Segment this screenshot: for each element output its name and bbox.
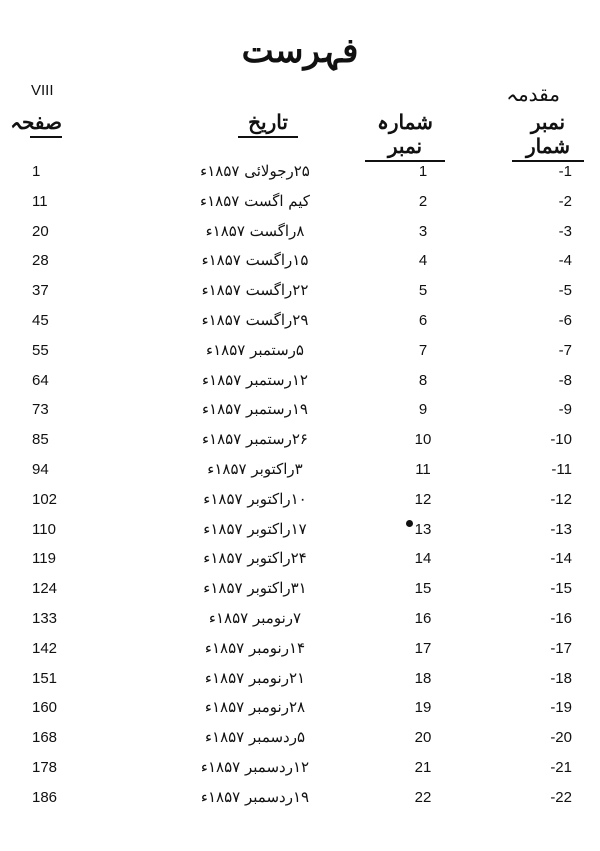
- row-serial-number: -13: [550, 520, 572, 538]
- row-page: 1: [32, 163, 41, 180]
- row-serial-number: -22: [550, 788, 572, 806]
- table-row: [0, 366, 600, 396]
- row-issue-number: 12: [414, 490, 432, 508]
- row-issue-number: 16: [414, 609, 432, 627]
- row-page: 142: [32, 639, 58, 657]
- row-page: 37: [32, 282, 49, 300]
- row-issue-number: 11: [415, 460, 431, 478]
- row-serial-number: -5: [558, 282, 572, 300]
- row-date: ۳۱راکتوبر ۱۸۵۷ء: [203, 579, 307, 598]
- table-row: [0, 306, 600, 336]
- row-page: 110: [32, 520, 56, 538]
- row-issue-number: 14: [414, 550, 432, 568]
- row-page: 55: [32, 341, 49, 359]
- row-date: ۱۴رنومبر ۱۸۵۷ء: [204, 638, 306, 657]
- row-issue-number: 10: [414, 431, 432, 449]
- row-page: 119: [32, 550, 56, 568]
- row-issue-number: 17: [414, 639, 432, 657]
- row-issue-number: 21: [414, 758, 432, 776]
- table-row: [0, 157, 600, 187]
- row-page: 85: [32, 431, 49, 449]
- row-issue-number: 20: [414, 729, 432, 747]
- row-serial-number: -4: [558, 252, 572, 270]
- table-row: [0, 455, 600, 485]
- header-date: تاریخ: [238, 110, 298, 138]
- header-serial-number: نمبر شمار: [512, 110, 584, 162]
- row-issue-number: 19: [414, 699, 432, 717]
- row-date: کیم اگست ۱۸۵۷ء: [200, 191, 310, 210]
- row-serial-number: -21: [550, 758, 572, 776]
- table-row: [0, 604, 600, 634]
- row-serial-number: -7: [558, 341, 572, 359]
- row-serial-number: -20: [550, 729, 572, 747]
- table-row: [0, 544, 600, 574]
- row-page: 28: [32, 252, 49, 270]
- row-date: ۱۲رستمبر ۱۸۵۷ء: [201, 370, 308, 389]
- row-page: 20: [32, 222, 49, 240]
- row-serial-number: -2: [558, 192, 572, 210]
- row-date: ۲۸رنومبر ۱۸۵۷ء: [204, 698, 306, 717]
- row-serial-number: -15: [550, 580, 572, 598]
- table-row: [0, 664, 600, 694]
- row-serial-number: -1: [558, 163, 572, 180]
- contents-table: [0, 157, 600, 813]
- table-row: [0, 693, 600, 723]
- row-serial-number: -6: [558, 311, 572, 329]
- row-issue-number: 2: [418, 192, 428, 210]
- table-row: [0, 753, 600, 783]
- row-page: 11: [32, 192, 48, 210]
- table-row: [0, 485, 600, 515]
- roman-page-number: VIII: [31, 82, 54, 99]
- row-issue-number: 13: [414, 520, 432, 538]
- row-page: 133: [32, 609, 58, 627]
- row-issue-number: 15: [414, 580, 432, 598]
- row-issue-number: 7: [418, 341, 428, 359]
- row-issue-number: 5: [418, 282, 428, 300]
- table-row: [0, 217, 600, 247]
- row-date: ۱۷راکتوبر ۱۸۵۷ء: [203, 519, 307, 538]
- row-date: ۵رستمبر ۱۸۵۷ء: [206, 340, 304, 359]
- row-serial-number: -16: [550, 609, 572, 627]
- row-serial-number: -3: [558, 222, 572, 240]
- row-date: ۱۲ردسمبر ۱۸۵۷ء: [200, 757, 310, 776]
- page-title: فہرست: [241, 31, 359, 71]
- row-page: 45: [32, 311, 49, 329]
- ink-dot: [406, 520, 413, 527]
- table-row: [0, 276, 600, 306]
- table-row: [0, 336, 600, 366]
- row-date: ۳راکتوبر ۱۸۵۷ء: [207, 459, 303, 478]
- row-issue-number: 4: [418, 252, 428, 270]
- row-serial-number: -12: [550, 490, 572, 508]
- row-page: 64: [32, 371, 49, 389]
- table-row: [0, 187, 600, 217]
- intro-label: مقدمہ: [506, 82, 560, 106]
- row-date: ۲۲راگست ۱۸۵۷ء: [201, 281, 309, 300]
- row-serial-number: -9: [558, 401, 572, 419]
- row-issue-number: 9: [418, 401, 428, 419]
- header-issue-number: شمارہ نمبر: [365, 110, 445, 162]
- row-serial-number: -11: [551, 460, 572, 478]
- row-date: ۲۶رستمبر ۱۸۵۷ء: [201, 430, 308, 449]
- row-issue-number: 1: [418, 163, 428, 180]
- table-row: [0, 783, 600, 813]
- table-row: [0, 574, 600, 604]
- header-page: صفحہ: [30, 110, 62, 138]
- row-page: 168: [32, 729, 58, 747]
- row-date: ۱۹رستمبر ۱۸۵۷ء: [201, 400, 308, 419]
- row-issue-number: 18: [414, 669, 432, 687]
- row-page: 102: [32, 490, 58, 508]
- row-issue-number: 22: [414, 788, 432, 806]
- row-date: ۲۵رجولائی ۱۸۵۷ء: [200, 162, 310, 180]
- row-page: 160: [32, 699, 58, 717]
- table-row: [0, 246, 600, 276]
- row-issue-number: 3: [418, 222, 428, 240]
- row-date: ۲۹راگست ۱۸۵۷ء: [201, 310, 309, 329]
- row-page: 178: [32, 758, 58, 776]
- table-row: [0, 723, 600, 753]
- row-issue-number: 6: [418, 311, 428, 329]
- row-serial-number: -8: [558, 371, 572, 389]
- row-date: ۸راگست ۱۸۵۷ء: [205, 221, 305, 240]
- row-date: ۲۱رنومبر ۱۸۵۷ء: [204, 668, 306, 687]
- table-row: [0, 634, 600, 664]
- row-date: ۲۴راکتوبر ۱۸۵۷ء: [203, 549, 307, 568]
- row-page: 73: [32, 401, 49, 419]
- row-serial-number: -14: [550, 550, 572, 568]
- row-date: ۵ردسمبر ۱۸۵۷ء: [204, 728, 306, 747]
- row-serial-number: -19: [550, 699, 572, 717]
- row-serial-number: -10: [550, 431, 572, 449]
- row-page: 94: [32, 460, 49, 478]
- row-page: 186: [32, 788, 58, 806]
- row-issue-number: 8: [418, 371, 428, 389]
- row-page: 151: [32, 669, 58, 687]
- table-row: [0, 395, 600, 425]
- row-date: ۱۹ردسمبر ۱۸۵۷ء: [200, 787, 310, 806]
- row-date: ۱۰راکتوبر ۱۸۵۷ء: [203, 489, 307, 508]
- row-serial-number: -17: [550, 639, 572, 657]
- table-row: [0, 515, 600, 545]
- table-row: [0, 425, 600, 455]
- row-date: ۱۵راگست ۱۸۵۷ء: [201, 251, 309, 270]
- row-serial-number: -18: [550, 669, 572, 687]
- row-page: 124: [32, 580, 58, 598]
- row-date: ۷رنومبر ۱۸۵۷ء: [208, 608, 302, 627]
